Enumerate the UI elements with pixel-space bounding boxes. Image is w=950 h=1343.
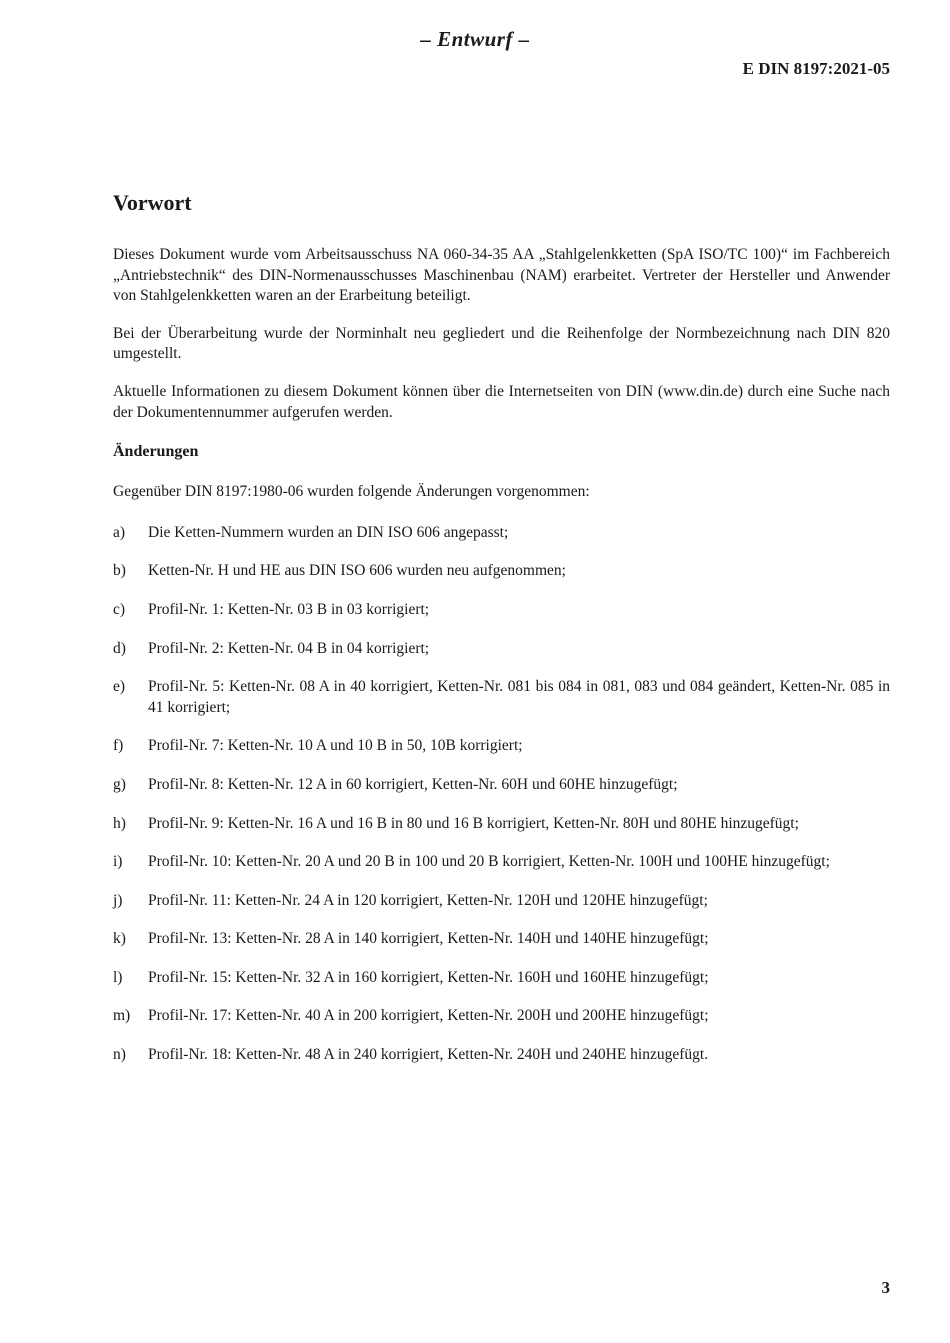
list-item-label: b) <box>113 562 126 580</box>
list-item-label: n) <box>113 1046 126 1064</box>
page-content <box>113 190 890 1066</box>
list-item-text: Profil-Nr. 5: Ketten-Nr. 08 A in 40 korrigiert, Ketten-Nr. 081 bis 084 in 081, 083 und 084 geändert, Ketten-Nr. 085 in 41 korrigiert; <box>148 678 890 716</box>
list-item <box>113 523 890 544</box>
list-item <box>113 736 890 757</box>
list-item-text: Ketten-Nr. H und HE aus DIN ISO 606 wurden neu aufgenommen; <box>148 562 566 580</box>
list-item-text: Profil-Nr. 18: Ketten-Nr. 48 A in 240 korrigiert, Ketten-Nr. 240H und 240HE hinzugefügt. <box>148 1046 709 1064</box>
list-item-text: Profil-Nr. 9: Ketten-Nr. 16 A und 16 B in 80 und 16 B korrigiert, Ketten-Nr. 80H und 80HE hinzugefügt; <box>148 814 799 832</box>
list-item-text: Profil-Nr. 17: Ketten-Nr. 40 A in 200 korrigiert, Ketten-Nr. 200H und 200HE hinzugefügt; <box>148 1007 709 1025</box>
list-item-label: h) <box>113 814 126 832</box>
changes-list <box>113 523 890 1066</box>
list-item <box>113 600 890 621</box>
list-item <box>113 639 890 660</box>
list-item-label: a) <box>113 523 126 541</box>
list-item-text: Die Ketten-Nummern wurden an DIN ISO 606 angepasst; <box>148 523 509 541</box>
list-item-text: Profil-Nr. 11: Ketten-Nr. 24 A in 120 korrigiert, Ketten-Nr. 120H und 120HE hinzugefügt; <box>148 891 708 909</box>
draft-banner: – Entwurf – <box>420 27 530 51</box>
page-number: 3 <box>881 1278 890 1297</box>
list-item-text: Profil-Nr. 10: Ketten-Nr. 20 A und 20 B in 100 und 20 B korrigiert, Ketten-Nr. 100H und 100HE hinzugefügt; <box>148 853 830 871</box>
list-item-label: i) <box>113 853 123 871</box>
list-item-label: c) <box>113 600 126 618</box>
list-item-text: Profil-Nr. 13: Ketten-Nr. 28 A in 140 korrigiert, Ketten-Nr. 140H und 140HE hinzugefügt; <box>148 930 709 948</box>
list-item-text: Profil-Nr. 1: Ketten-Nr. 03 B in 03 korrigiert; <box>148 600 430 618</box>
list-item <box>113 814 890 835</box>
list-item-label: m) <box>113 1007 131 1025</box>
list-item <box>113 677 890 718</box>
list-item-label: f) <box>113 737 124 755</box>
list-item <box>113 775 890 796</box>
list-item-label: g) <box>113 775 126 793</box>
changes-title: Änderungen <box>113 443 199 461</box>
list-item <box>113 929 890 950</box>
changes-intro: Gegenüber DIN 8197:1980-06 wurden folgende Änderungen vorgenommen: <box>113 483 590 501</box>
foreword-paragraph: Bei der Überarbeitung wurde der Norminhalt neu gegliedert und die Reihenfolge der Normbezeichnung nach DIN 820 umgestellt. <box>113 324 890 363</box>
list-item <box>113 968 890 989</box>
list-item-label: k) <box>113 930 126 948</box>
list-item <box>113 1045 890 1066</box>
list-item-text: Profil-Nr. 8: Ketten-Nr. 12 A in 60 korrigiert, Ketten-Nr. 60H und 60HE hinzugefügt; <box>148 775 678 793</box>
list-item-label: l) <box>113 968 123 986</box>
list-item-text: Profil-Nr. 2: Ketten-Nr. 04 B in 04 korrigiert; <box>148 639 430 657</box>
list-item-label: e) <box>113 678 126 696</box>
document-number: E DIN 8197:2021-05 <box>742 59 890 78</box>
foreword-paragraph: Dieses Dokument wurde vom Arbeitsausschuss NA 060-34-35 AA „Stahlgelenkketten (SpA ISO/TC 100)“ im Fachbereich „Antriebstechnik“ des DIN-Normenausschusses Maschinenbau (NAM) erarbeitet. Vertreter der Hersteller und Anwender von Stahlgelenkketten waren an der Erarbeitung beteiligt. <box>113 246 890 305</box>
list-item-label: j) <box>113 891 123 909</box>
list-item <box>113 1006 890 1027</box>
list-item <box>113 561 890 582</box>
foreword-title: Vorwort <box>113 190 192 215</box>
list-item-text: Profil-Nr. 15: Ketten-Nr. 32 A in 160 korrigiert, Ketten-Nr. 160H und 160HE hinzugefügt; <box>148 968 709 986</box>
list-item-text: Profil-Nr. 7: Ketten-Nr. 10 A und 10 B in 50, 10B korrigiert; <box>148 737 523 755</box>
list-item <box>113 891 890 912</box>
list-item <box>113 852 890 873</box>
foreword-paragraph: Aktuelle Informationen zu diesem Dokument können über die Internetseiten von DIN (www.din.de) durch eine Suche nach der Dokumentennummer aufgerufen werden. <box>113 382 890 421</box>
list-item-label: d) <box>113 639 126 657</box>
